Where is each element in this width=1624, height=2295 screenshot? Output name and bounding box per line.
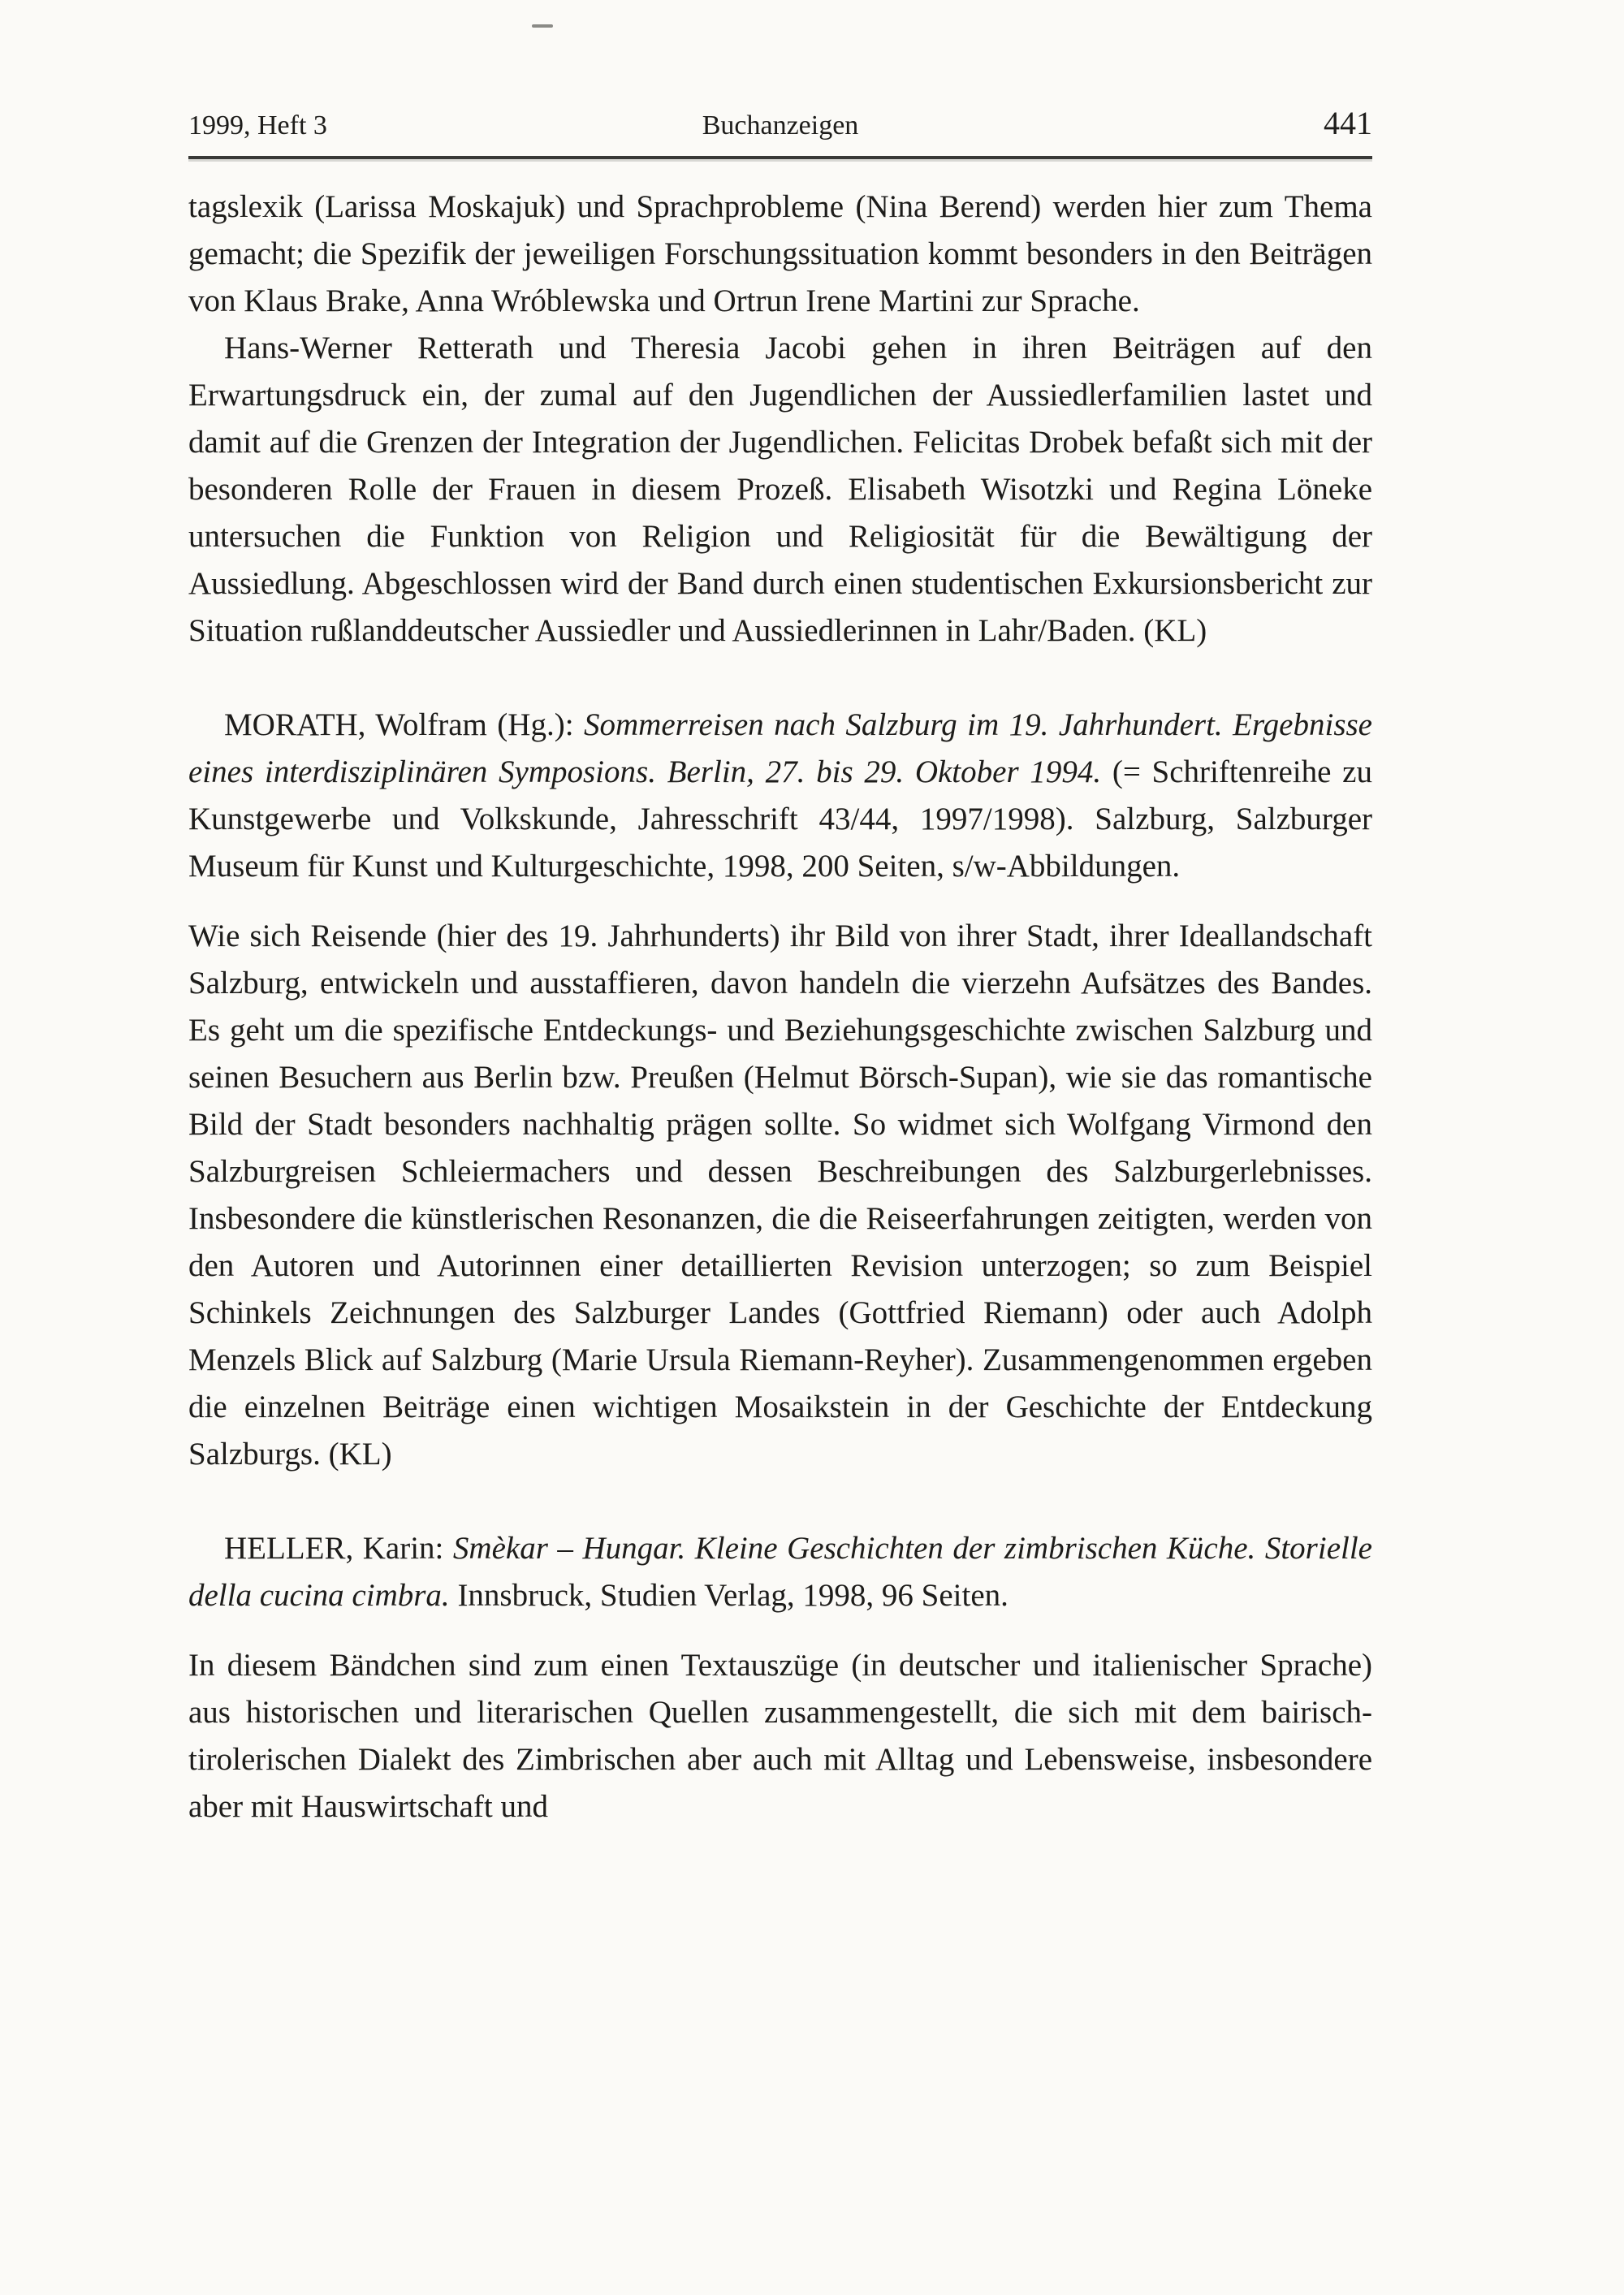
content-column	[188, 104, 1372, 1830]
page-body	[188, 184, 1372, 1830]
header-section: Buchanzeigen	[702, 110, 859, 140]
citation-heller	[188, 1525, 1372, 1619]
paragraph-continuation-aussiedler	[188, 184, 1372, 325]
header-rule	[188, 156, 1372, 159]
paragraph-text: In diesem Bändchen sind zum einen Textauszüge (in deutscher und italienischer Sprache) aus historischen und literarischen Quellen zusammengestellt, die sich mit dem bairisch-tirolerischen Dialekt des Zimbrischen aber auch mit Alltag und Lebensweise, insbesondere aber mit Hauswirtschaft und	[188, 1648, 1372, 1824]
page-header	[188, 104, 1372, 143]
citation-morath	[188, 702, 1372, 890]
paragraph-text: tagslexik (Larissa Moskajuk) und Sprachprobleme (Nina Berend) werden hier zum Thema gemacht; die Spezifik der jeweiligen Forschungssituation kommt besonders in den Beiträgen von Klaus Brake, Anna Wróblewska und Ortrun Irene Martini zur Sprache.	[188, 189, 1372, 318]
scan-artifact-dash	[532, 24, 553, 28]
paragraph-morath-review	[188, 913, 1372, 1478]
paragraph-retterath-jacobi	[188, 325, 1372, 655]
header-page-number: 441	[1324, 105, 1372, 141]
citation-title: Smèkar – Hungar. Kleine Geschichten der zimbrischen Küche. Storielle della cucina cimbra.	[188, 1531, 1372, 1613]
paragraph-heller-review	[188, 1642, 1372, 1830]
citation-author: HELLER, Karin:	[224, 1531, 453, 1566]
paragraph-text: Wie sich Reisende (hier des 19. Jahrhunderts) ihr Bild von ihrer Stadt, ihrer Ideallandschaft Salzburg, entwickeln und ausstaffieren, davon handeln die vierzehn Aufsätzes des Bandes. Es geht um die spezifische Entdeckungs- und Beziehungsgeschichte zwischen Salzburg und seinen Besuchern aus Berlin bzw. Preußen (Helmut Börsch-Supan), wie sie das romantische Bild der Stadt besonders nachhaltig prägen sollte. So widmet sich Wolfgang Virmond den Salzburgreisen Schleiermachers und dessen Beschreibungen des Salzburgerlebnisses. Insbesondere die künstlerischen Resonanzen, die die Reiseerfahrungen zeitigten, werden von den Autoren und Autorinnen einer detaillierten Revision unterzogen; so zum Beispiel Schinkels Zeichnungen des Salzburger Landes (Gottfried Riemann) oder auch Adolph Menzels Blick auf Salzburg (Marie Ursula Riemann-Reyher). Zusammengenommen ergeben die einzelnen Beiträge einen wichtigen Mosaikstein in der Geschichte der Entdeckung Salzburgs. (KL)	[188, 918, 1372, 1472]
citation-author: MORATH, Wolfram (Hg.):	[224, 707, 584, 742]
citation-imprint: (= Schriftenreihe zu Kunstgewerbe und Volkskunde, Jahresschrift 43/44, 1997/1998). Salzburg, Salzburger Museum für Kunst und Kulturgeschichte, 1998, 200 Seiten, s/w-Abbildungen.	[188, 754, 1372, 884]
header-issue: 1999, Heft 3	[188, 110, 327, 140]
citation-imprint: Innsbruck, Studien Verlag, 1998, 96 Seiten.	[449, 1578, 1009, 1613]
citation-title: Sommerreisen nach Salzburg im 19. Jahrhundert. Ergebnisse eines interdisziplinären Symposions. Berlin, 27. bis 29. Oktober 1994.	[188, 707, 1372, 789]
paragraph-text: Hans-Werner Retterath und Theresia Jacobi gehen in ihren Beiträgen auf den Erwartungsdruck ein, der zumal auf den Jugendlichen der Aussiedlerfamilien lastet und damit auf die Grenzen der Integration der Jugendlichen. Felicitas Drobek befaßt sich mit der besonderen Rolle der Frauen in diesem Prozeß. Elisabeth Wisotzki und Regina Löneke untersuchen die Funktion von Religion und Religiosität für die Bewältigung der Aussiedlung. Abgeschlossen wird der Band durch einen studentischen Exkursionsbericht zur Situation rußlanddeutscher Aussiedler und Aussiedlerinnen in Lahr/Baden. (KL)	[188, 331, 1372, 648]
